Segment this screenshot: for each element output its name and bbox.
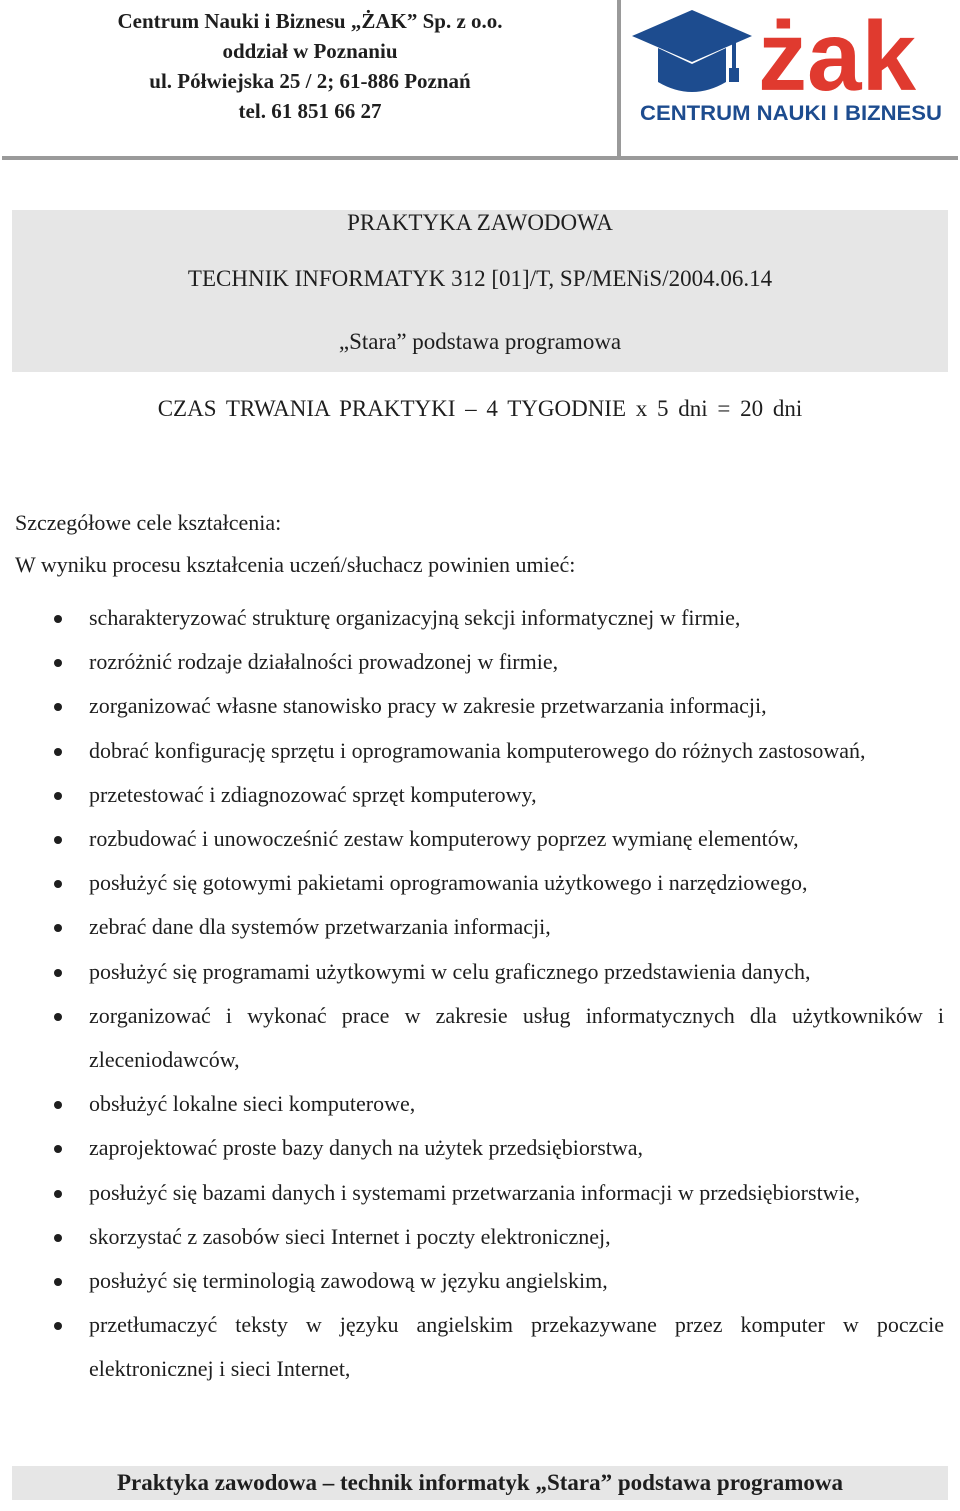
bullet-icon [54, 748, 62, 756]
goal-text: scharakteryzować strukturę organizacyjną sekcji informatycznej w firmie, [89, 605, 741, 630]
goal-text: posłużyć się terminologią zawodową w języku angielskim, [89, 1268, 608, 1294]
goal-text: posłużyć się bazami danych i systemami przetwarzania informacji w przedsiębiorstwie, [89, 1179, 860, 1205]
bullet-icon [54, 792, 62, 800]
bullet-icon [54, 969, 62, 977]
goal-text: rozróżnić rodzaje działalności prowadzonej w firmie, [89, 649, 559, 675]
goal-text: skorzystać z zasobów sieci Internet i poczty elektronicznej, [89, 1223, 611, 1249]
goal-text: zaprojektować proste bazy danych na użytek przedsiębiorstwa, [89, 1135, 644, 1161]
bullet-icon [54, 836, 62, 844]
logo-subtitle: CENTRUM NAUKI I BIZNESU [640, 101, 942, 124]
list-item [0, 640, 944, 684]
bullet-icon [54, 1145, 62, 1153]
bullet-icon [54, 1190, 62, 1198]
logo-wordmark: żak [758, 4, 917, 111]
bullet-icon [54, 1322, 62, 1330]
header-horizontal-divider [2, 156, 958, 160]
list-item [0, 684, 944, 728]
page-footer: Praktyka zawodowa – technik informatyk „Stara” podstawa programowa [12, 1466, 948, 1500]
graduation-cap-icon [632, 10, 752, 92]
list-item [0, 905, 944, 949]
organization-phone: tel. 61 851 66 27 [238, 99, 382, 123]
organization-address-block [0, 6, 620, 126]
bullet-icon [54, 659, 62, 667]
list-item [0, 1082, 944, 1126]
header-vertical-divider [617, 0, 621, 158]
zak-logo [630, 4, 950, 124]
goal-text: zorganizować i wykonać prace w zakresie usług informatycznych dla użytkowników i zleceniodawców, [89, 1002, 944, 1073]
bullet-icon [54, 1234, 62, 1242]
organization-name: Centrum Nauki i Biznesu „ŻAK” Sp. z o.o. [117, 9, 503, 33]
bullet-icon [54, 924, 62, 932]
list-item [0, 817, 944, 861]
bullet-icon [54, 1101, 62, 1109]
goals-intro: W wyniku procesu kształcenia uczeń/słuchacz powinien umieć: [15, 552, 576, 577]
goal-text: przetestować i zdiagnozować sprzęt komputerowy, [89, 781, 537, 807]
list-item [0, 773, 944, 817]
list-item [0, 1259, 944, 1303]
goals-list [0, 596, 944, 1392]
list-item [0, 1126, 944, 1170]
list-item [0, 729, 944, 773]
program-code: TECHNIK INFORMATYK 312 [01]/T, SP/MENiS/2004.06.14 [187, 266, 773, 291]
organization-street: ul. Półwiejska 25 / 2; 61-886 Poznań [149, 69, 471, 93]
program-basis: „Stara” podstawa programowa [338, 329, 622, 354]
list-item [0, 1303, 944, 1391]
internship-duration: CZAS TRWANIA PRAKTYKI – 4 TYGODNIE x 5 dni = 20 dni [157, 396, 803, 421]
list-item [0, 1215, 944, 1259]
list-item [0, 596, 944, 640]
bullet-icon [54, 703, 62, 711]
list-item [0, 950, 944, 994]
organization-branch: oddział w Poznaniu [222, 39, 398, 63]
goal-text: zorganizować własne stanowisko pracy w zakresie przetwarzania informacji, [89, 693, 767, 719]
goal-text: posłużyć się gotowymi pakietami oprogramowania użytkowego i narzędziowego, [89, 870, 808, 896]
goals-heading: Szczegółowe cele kształcenia: [15, 510, 282, 535]
list-item [0, 994, 944, 1082]
goal-text: posłużyć się programami użytkowymi w celu graficznego przedstawienia danych, [89, 958, 811, 984]
goal-text: przetłumaczyć teksty w języku angielskim przekazywane przez komputer w poczcie elektronicznej i sieci Internet, [89, 1312, 944, 1382]
goal-text: zebrać dane dla systemów przetwarzania informacji, [89, 914, 551, 940]
bullet-icon [54, 615, 62, 623]
bullet-icon [54, 880, 62, 888]
list-item [0, 1171, 944, 1215]
bullet-icon [54, 1278, 62, 1286]
document-title: PRAKTYKA ZAWODOWA [347, 210, 613, 235]
goal-text: rozbudować i unowocześnić zestaw komputerowy poprzez wymianę elementów, [89, 826, 799, 852]
goal-text: obsłużyć lokalne sieci komputerowe, [89, 1091, 416, 1117]
list-item [0, 861, 944, 905]
bullet-icon [54, 1013, 62, 1021]
goal-text: dobrać konfigurację sprzętu i oprogramowania komputerowego do różnych zastosowań, [89, 737, 866, 763]
